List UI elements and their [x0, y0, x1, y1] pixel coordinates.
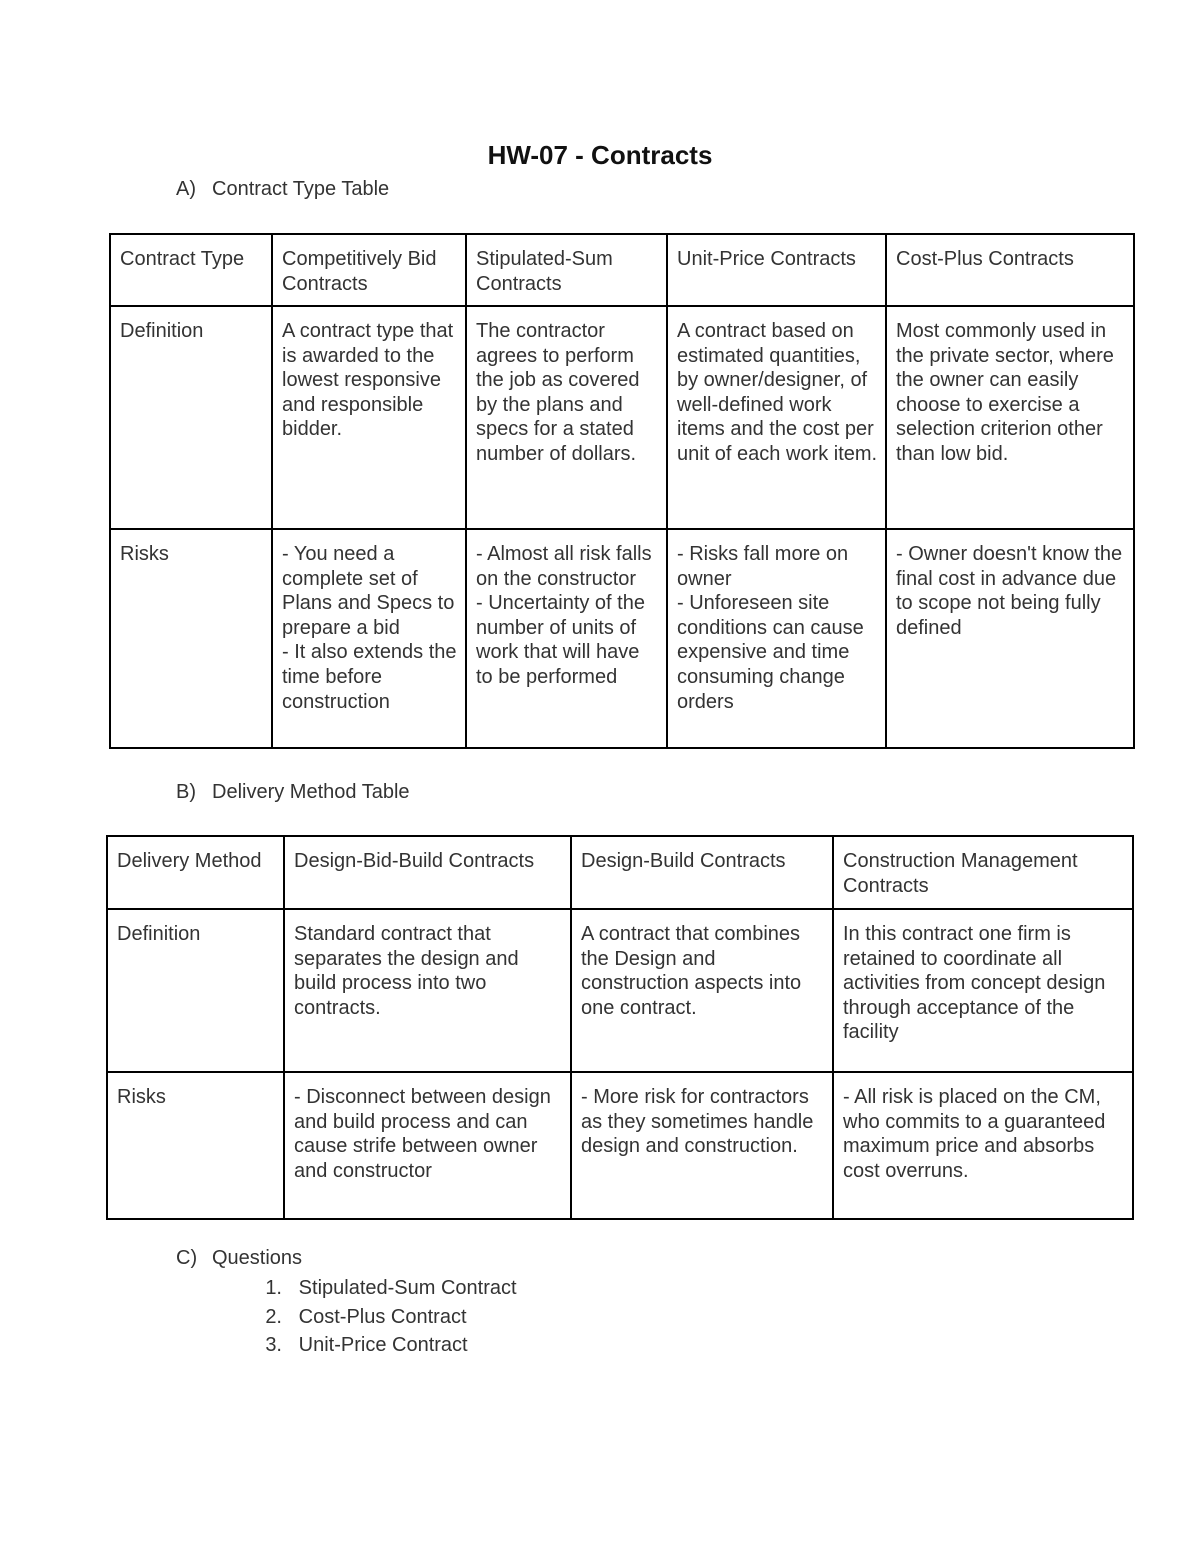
table-cell: - All risk is placed on the CM, who commits to a guaranteed maximum price and absorbs cost overruns.: [833, 1072, 1133, 1219]
table-cell: Delivery Method: [107, 836, 284, 909]
delivery-method-table: [106, 835, 1134, 1220]
list-item-text: Cost-Plus Contract: [298, 1305, 467, 1328]
section-a-letter: A): [176, 178, 196, 200]
contract-type-table: [109, 233, 1135, 749]
table-cell: Stipulated-Sum Contracts: [466, 234, 667, 306]
table-cell: Definition: [110, 306, 272, 529]
table-cell: A contract that combines the Design and construction aspects into one contract.: [571, 909, 833, 1072]
table-cell: Contract Type: [110, 234, 272, 306]
list-item-number: 1.: [265, 1277, 282, 1299]
table-cell: - Disconnect between design and build process and can cause strife between owner and constructor: [284, 1072, 571, 1219]
list-item-text: Stipulated-Sum Contract: [298, 1277, 517, 1299]
table-cell: Standard contract that separates the design and build process into two contracts.: [284, 909, 571, 1072]
document-title: HW-07 - Contracts: [487, 140, 713, 170]
table-cell: - Owner doesn't know the final cost in advance due to scope not being fully defined: [886, 529, 1134, 748]
list-item-number: 2.: [265, 1305, 282, 1328]
table-cell: - Risks fall more on owner - Unforeseen site conditions can cause expensive and time consuming change orders: [667, 529, 886, 748]
table-cell: Definition: [107, 909, 284, 1072]
table-row-risks: [107, 1072, 1133, 1219]
table-cell: - Almost all risk falls on the constructor - Uncertainty of the number of units of work that will have to be performed: [466, 529, 667, 748]
section-b-heading: [176, 781, 410, 804]
table-cell: Cost-Plus Contracts: [886, 234, 1134, 306]
list-item: [176, 1331, 517, 1360]
table-cell: A contract based on estimated quantities, by owner/designer, of well-defined work items and the cost per unit of each work item.: [667, 306, 886, 529]
table-cell: The contractor agrees to perform the job as covered by the plans and specs for a stated number of dollars.: [466, 306, 667, 529]
section-b-label: Delivery Method Table: [212, 781, 410, 803]
table-cell: - More risk for contractors as they sometimes handle design and construction.: [571, 1072, 833, 1219]
section-c-heading: [176, 1247, 517, 1270]
table-header-row: [110, 234, 1134, 306]
table-cell: - You need a complete set of Plans and Specs to prepare a bid - It also extends the time before construction: [272, 529, 466, 748]
section-a-label: Contract Type Table: [212, 178, 390, 200]
list-item: [176, 1303, 517, 1332]
section-a-heading: [176, 178, 389, 201]
questions-section: [176, 1247, 517, 1360]
section-c-label: Questions: [212, 1247, 303, 1269]
table-row-definition: [107, 909, 1133, 1072]
table-row-definition: [110, 306, 1134, 529]
list-item-number: 3.: [265, 1334, 282, 1356]
table-cell: Competitively Bid Contracts: [272, 234, 466, 306]
table-cell: Risks: [107, 1072, 284, 1219]
table-cell: Construction Management Contracts: [833, 836, 1133, 909]
table-header-row: [107, 836, 1133, 909]
table-cell: In this contract one firm is retained to coordinate all activities from concept design through acceptance of the facility: [833, 909, 1133, 1072]
table-cell: Unit-Price Contracts: [667, 234, 886, 306]
table-cell: Design-Bid-Build Contracts: [284, 836, 571, 909]
list-item: [176, 1274, 517, 1303]
section-c-letter: C): [176, 1247, 198, 1269]
table-cell: Design-Build Contracts: [571, 836, 833, 909]
table-cell: Most commonly used in the private sector, where the owner can easily choose to exercise a selection criterion other than low bid.: [886, 306, 1134, 529]
table-cell: A contract type that is awarded to the lowest responsive and responsible bidder.: [272, 306, 466, 529]
list-item-text: Unit-Price Contract: [298, 1334, 468, 1356]
table-cell: Risks: [110, 529, 272, 748]
table-row-risks: [110, 529, 1134, 748]
section-b-letter: B): [176, 781, 196, 803]
questions-list: [176, 1274, 517, 1360]
